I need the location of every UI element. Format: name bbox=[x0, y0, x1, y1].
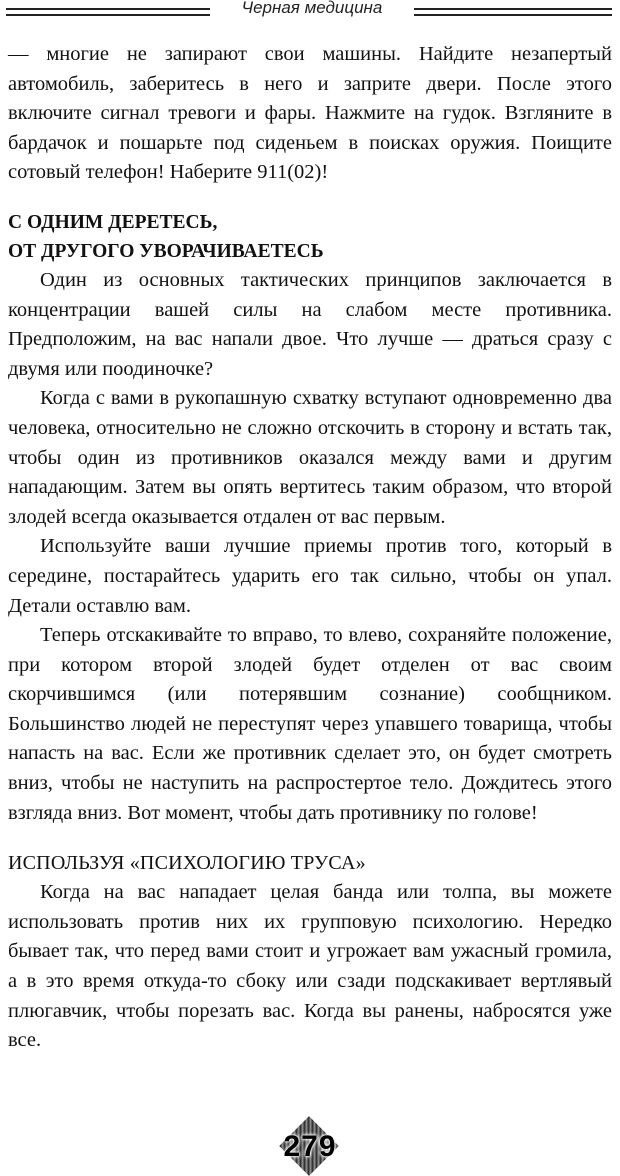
section-heading-line-1: С ОДНИМ ДЕРЕТЕСЬ, bbox=[8, 211, 218, 233]
header-rule-left-top bbox=[6, 8, 210, 10]
page-number bbox=[255, 1122, 365, 1172]
header-rule-right-bottom bbox=[414, 14, 612, 16]
section-1-paragraph: Теперь отскакивайте то вправо, то влево, сохраняйте положение, при котором второй злодей будет отделен от вас своим скорчившимся (или потерявшим сознание) сообщником. Большинство людей не переступят через упавшего товарища, чтобы напасть на вас. Если же противник сделает это, он будет смотреть вниз, чтобы не наступить на распростертое тело. Дождитесь этого взгляда вниз. Вот момент, чтобы дать противнику по голове! bbox=[8, 624, 612, 824]
page-body bbox=[8, 40, 612, 1056]
section-heading-line-2: ОТ ДРУГОГО УВОРАЧИВАЕТЕСЬ bbox=[8, 240, 324, 262]
section-1-paragraph: Используйте ваши лучшие приемы против того, который в середине, постарайтесь ударить его так сильно, чтобы он упал. Детали оставлю вам. bbox=[8, 535, 612, 617]
header-rule-left-bottom bbox=[6, 14, 210, 16]
section-2-heading: ИСПОЛЬЗУЯ «ПСИХОЛОГИЮ ТРУСА» bbox=[8, 852, 366, 875]
paragraph-continuation: — многие не запирают свои машины. Найдите незапертый автомобиль, заберитесь в него и заприте двери. После этого включите сигнал тревоги и фары. Нажмите на гудок. Взгляните в бардачок и пошарьте под сиденьем в поисках оружия. Поищите сотовый телефон! Наберите 911(02)! bbox=[8, 43, 612, 184]
section-1-paragraph: Когда с вами в рукопашную схватку вступают одновременно два человека, относительно не сложно отскочить в сторону и встать так, чтобы один из противников оказался между вами и другим нападающим. Затем вы опять вертитесь таким образом, что второй злодей всегда оказывается отдален от вас первым. bbox=[8, 387, 612, 528]
running-header bbox=[0, 0, 620, 28]
section-2-paragraph: Когда на вас нападает целая банда или толпа, вы можете использовать против них их групповую психологию. Нередко бывает так, что перед вами стоит и угрожает вам ужасный громила, а в это время откуда-то сбоку или сзади подскакивает вертлявый плюгавчик, чтобы порезать вас. Когда вы ранены, набросятся уже все. bbox=[8, 881, 612, 1052]
section-gap bbox=[8, 828, 612, 848]
page-number-text: 279 bbox=[283, 1130, 337, 1163]
header-rule-right-top bbox=[414, 8, 612, 10]
section-gap bbox=[8, 188, 612, 208]
section-1-paragraph: Один из основных тактических принципов заключается в концентрации вашей силы на слабом месте противника. Предположим, на вас напали двое. Что лучше — драться сразу с двумя или поодиночке? bbox=[8, 268, 612, 380]
running-header-title: Черная медицина bbox=[241, 0, 383, 17]
